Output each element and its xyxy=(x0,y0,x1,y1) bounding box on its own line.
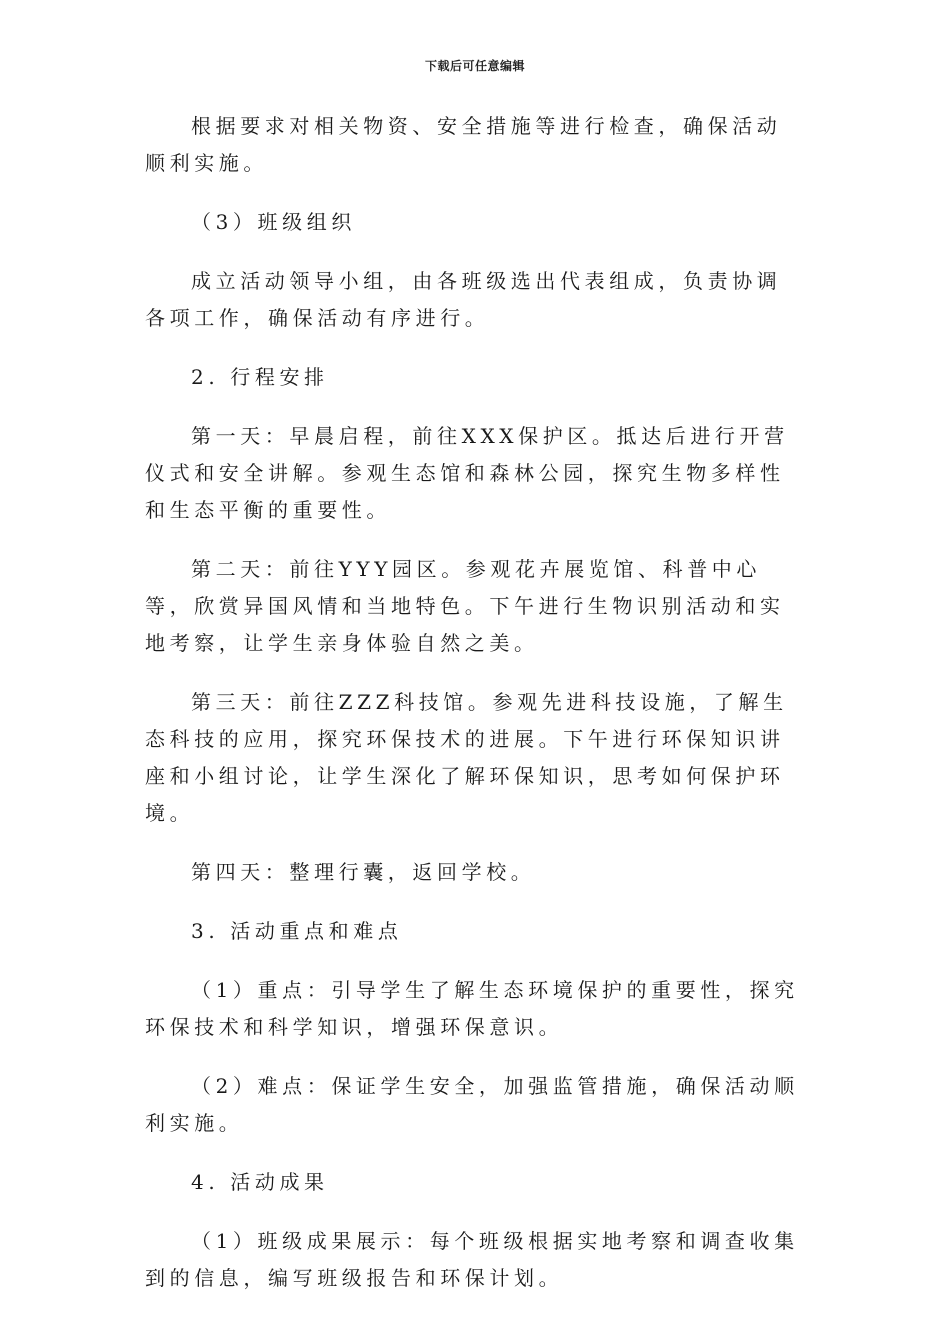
paragraph-day-four: 第四天：整理行囊，返回学校。 xyxy=(191,860,536,884)
section-heading-itinerary: 2. 行程安排 xyxy=(191,365,329,389)
subheading-class-organization: （3）班级组织 xyxy=(191,210,356,234)
paragraph-day-three: 第三天：前往ZZZ科技馆。参观先进科技设施，了解生态科技的应用，探究环保技术的进展。下午进行环保知识讲座和小组讨论，让学生深化了解环保知识，思考如何保护环境。 xyxy=(145,690,788,825)
paragraph-day-two: 第二天：前往YYY园区。参观花卉展览馆、科普中心等，欣赏异国风情和当地特色。下午进行生物识别活动和实地考察，让学生亲身体验自然之美。 xyxy=(145,557,785,655)
paragraph-day-one: 第一天：早晨启程，前往XXX保护区。抵达后进行开营仪式和安全讲解。参观生态馆和森林公园，探究生物多样性和生态平衡的重要性。 xyxy=(145,424,789,522)
paragraph-focus: （1）重点：引导学生了解生态环境保护的重要性，探究环保技术和科学知识，增强环保意识。 xyxy=(145,978,799,1039)
paragraph-class-results: （1）班级成果展示：每个班级根据实地考察和调查收集到的信息，编写班级报告和环保计划。 xyxy=(145,1229,799,1290)
paragraph-leadership-group: 成立活动领导小组，由各班级选出代表组成，负责协调各项工作，确保活动有序进行。 xyxy=(145,269,782,330)
section-heading-focus-difficulty: 3. 活动重点和难点 xyxy=(191,919,403,943)
paragraph-difficulty: （2）难点：保证学生安全，加强监管措施，确保活动顺利实施。 xyxy=(145,1074,799,1135)
document-body xyxy=(145,108,805,1319)
page-header-note: 下载后可任意编辑 xyxy=(424,59,525,73)
section-heading-results: 4. 活动成果 xyxy=(191,1170,329,1194)
paragraph-materials-check: 根据要求对相关物资、安全措施等进行检查，确保活动顺利实施。 xyxy=(145,114,782,175)
